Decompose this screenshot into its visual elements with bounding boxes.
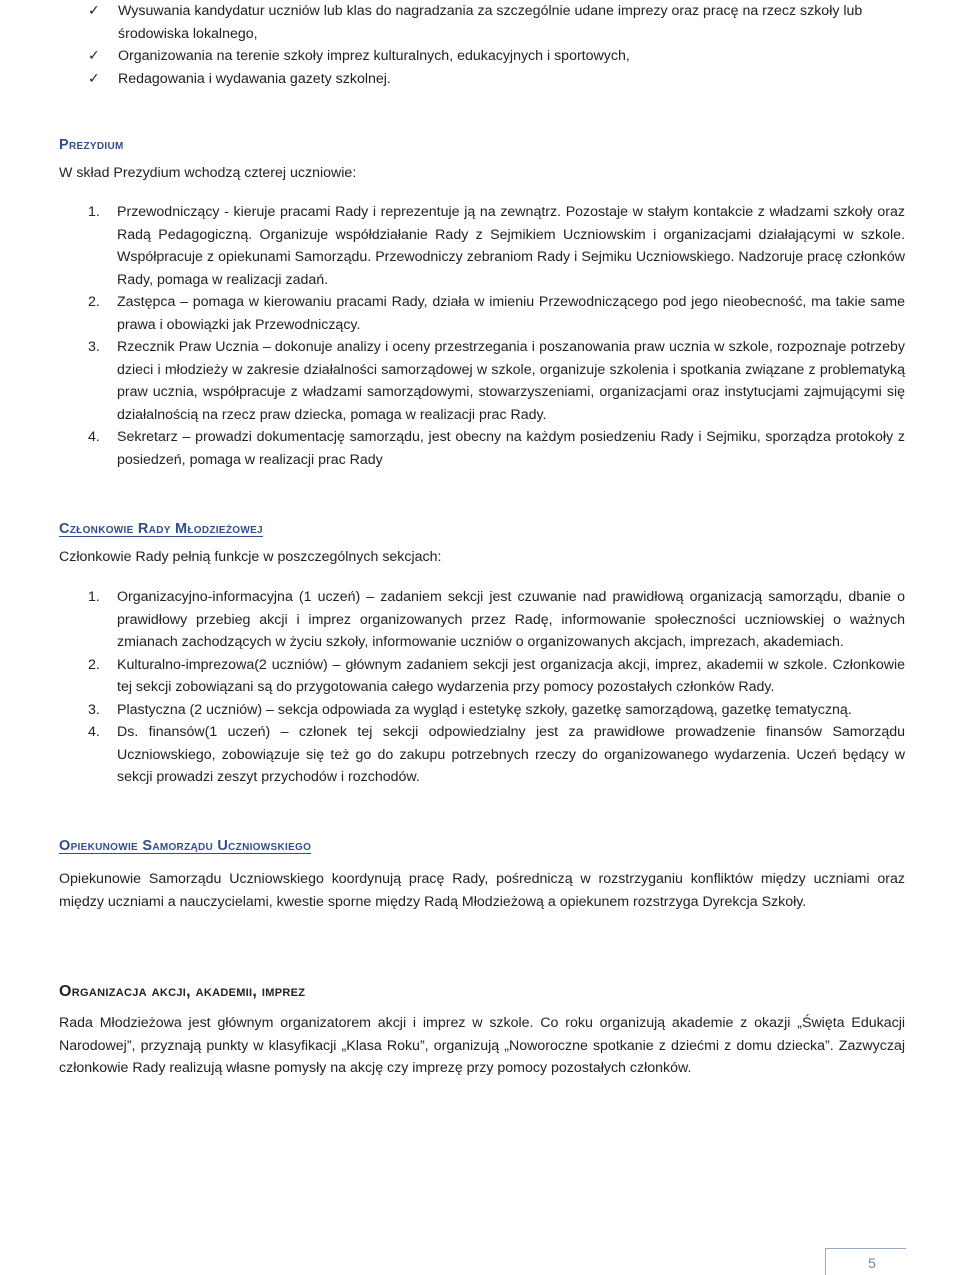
list-item xyxy=(88,721,905,789)
list-item xyxy=(88,699,905,722)
checklist-item xyxy=(88,45,908,68)
list-item-number: 4. xyxy=(88,429,100,445)
page-footer xyxy=(825,1248,906,1275)
list-item-number: 2. xyxy=(88,656,100,673)
list-item-number: 3. xyxy=(88,339,100,355)
organizacja-text: Rada Młodzieżowa jest głównym organizatorem akcji i imprez w szkole. Co roku organizują akademie z okazji „Święta Edukacji Narodowej”, przyznają punkty w klasyfikacji „Klasa Roku”, organizują „Noworoczne spotkanie z dziećmi z domu dziecka”. Zazwyczaj członkowie Rady realizują własne pomysły na akcję czy imprezę przy pomocy pozostałych członków. xyxy=(59,1015,905,1076)
prezydium-list xyxy=(88,201,905,471)
checkmark-icon: ✓ xyxy=(88,48,100,64)
czlonkowie-heading: Członkowie Rady Młodzieżowej xyxy=(59,521,263,537)
checklist-item xyxy=(88,0,908,45)
checklist-item-text: Organizowania na terenie szkoły imprez kulturalnych, edukacyjnych i sportowych, xyxy=(118,48,630,64)
czlonkowie-intro: Członkowie Rady pełnią funkcje w poszczególnych sekcjach: xyxy=(59,549,442,565)
list-item-number: 1. xyxy=(88,589,100,605)
list-item xyxy=(88,654,905,699)
list-item xyxy=(88,336,905,426)
list-item xyxy=(88,586,905,654)
opiekunowie-text: Opiekunowie Samorządu Uczniowskiego koordynują pracę Rady, pośredniczą w rozstrzyganiu konfliktów między uczniami oraz między uczniami a nauczycielami, kwestie sporne między Radą Młodzieżową a opiekunem rozstrzyga Dyrekcja Szkoły. xyxy=(59,871,905,910)
list-item-text: Kulturalno-imprezowa(2 uczniów) – głównym zadaniem sekcji jest organizacja akcji, imprez, akademii w szkole. Członkowie tej sekcji zobowiązani są do przygotowania całego wydarzenia przy pomocy pozostałych członków Rady. xyxy=(117,656,905,695)
list-item-number: 3. xyxy=(88,701,100,718)
list-item-text: Sekretarz – prowadzi dokumentację samorządu, jest obecny na każdym posiedzeniu Rady i Sejmiku, sporządza protokoły z posiedzeń, pomaga w realizacji prac Rady xyxy=(117,429,905,468)
list-item-number: 2. xyxy=(88,294,100,310)
organizacja-heading: Organizacja akcji, akademii, imprez xyxy=(59,983,306,1000)
checkmark-icon: ✓ xyxy=(88,3,100,19)
checklist-item xyxy=(88,68,908,91)
czlonkowie-list xyxy=(88,586,905,789)
list-item-number: 1. xyxy=(88,204,100,220)
list-item-text: Organizacyjno-informacyjna (1 uczeń) – zadaniem sekcji jest czuwanie nad prawidłową organizacją samorządu, dbanie o prawidłowy przebieg akcji i imprez organizowanych przez Radę, informowanie społeczności uczniowskiej o ważnych zmianach zachodzących w życiu szkoły, informowanie uczniów o organizowanych akcjach, imprezach, akademiach. xyxy=(117,589,905,650)
list-item-text: Przewodniczący - kieruje pracami Rady i reprezentuje ją na zewnątrz. Pozostaje w stałym kontakcie z władzami szkoły oraz Radą Pedagogiczną. Organizuje współdziałanie Rady z Sejmikiem Uczniowskim i organizacjami działającymi w szkole. Współpracuje z opiekunami Samorządu. Przewodniczy zebraniom Rady i Sejmiku Uczniowskiego. Nadzoruje pracę członków Rady, pomaga w realizacji zadań. xyxy=(117,204,905,288)
prezydium-heading: Prezydium xyxy=(59,137,124,153)
list-item xyxy=(88,426,905,471)
opiekunowie-heading: Opiekunowie Samorządu Uczniowskiego xyxy=(59,838,312,854)
list-item-text: Ds. finansów(1 uczeń) – członek tej sekcji odpowiedzialny jest za prawidłowe prowadzenie finansów Samorządu Uczniowskiego, zobowiązuje się też go do zakupu potrzebnych rzeczy do organizowanego wydarzenia. Uczeń będący w sekcji prowadzi zeszyt przychodów i rozchodów. xyxy=(117,724,905,785)
list-item xyxy=(88,291,905,336)
checklist-item-text: Wysuwania kandydatur uczniów lub klas do nagradzania za szczególnie udane imprezy oraz pracę na rzecz szkoły lub środowiska lokalnego, xyxy=(118,3,863,42)
top-checklist xyxy=(88,0,908,90)
list-item-text: Plastyczna (2 uczniów) – sekcja odpowiada za wygląd i estetykę szkoły, gazetkę samorządową, gazetkę tematyczną. xyxy=(117,701,852,718)
list-item xyxy=(88,201,905,291)
list-item-text: Rzecznik Praw Ucznia – dokonuje analizy i oceny przestrzegania i poszanowania praw ucznia w szkole, rozpoznaje potrzeby dzieci i młodzieży w zakresie działalności samorządowej w szkole, organizuje szkolenia i spotkania związane z problematyką praw ucznia, współpracuje z władzami samorządowymi, stowarzyszeniami, organizacjami oraz instytucjami zajmującymi się działalnością na rzecz praw dziecka, pomaga w realizacji prac Rady. xyxy=(117,339,905,423)
prezydium-intro: W skład Prezydium wchodzą czterej uczniowie: xyxy=(59,165,357,181)
list-item-text: Zastępca – pomaga w kierowaniu pracami Rady, działa w imieniu Przewodniczącego pod jego nieobecność, ma takie same prawa i obowiązki jak Przewodniczący. xyxy=(117,294,905,333)
list-item-number: 4. xyxy=(88,724,100,740)
checklist-item-text: Redagowania i wydawania gazety szkolnej. xyxy=(118,70,391,87)
page-number: 5 xyxy=(868,1255,876,1271)
checkmark-icon: ✓ xyxy=(88,70,100,87)
